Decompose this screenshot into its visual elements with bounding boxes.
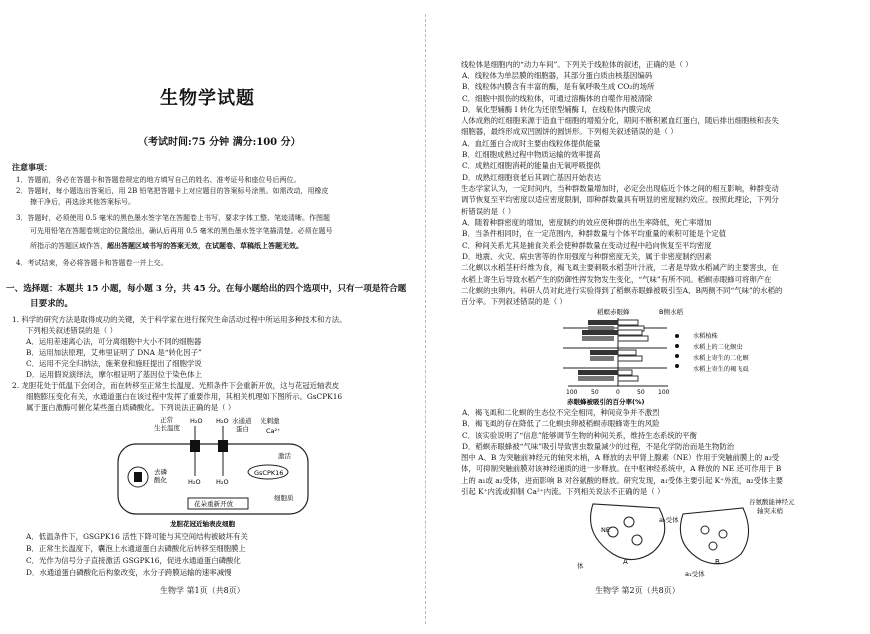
diagram-label-ca: Ca²⁺: [266, 427, 281, 435]
notice-line: 2．答题时，每小题选出答案后，用 2B 铅笔把答题卡上对应题目的答案标号涂黑。如需改动，用橡皮: [16, 187, 329, 195]
notice-text: 所指示的答题区域作答，: [30, 242, 107, 250]
option: D．运用假说演绎法，摩尔根证明了基因位于染色体上: [26, 370, 202, 379]
tick-label: 50: [637, 389, 645, 396]
tick-label: 100: [658, 389, 670, 396]
diagram-label-h2o: H₂O: [216, 478, 229, 486]
bar-b: [618, 336, 648, 341]
bar-a: [578, 370, 618, 375]
diagram-label-gscpk: GsCPK16: [254, 469, 284, 477]
chart-top-label: 稻螟赤眼蜂: [597, 308, 630, 316]
option: D．水通道蛋白磷酸化后构象改变，水分子跨膜运输的速率减慢: [26, 568, 232, 577]
page-fold-line: [425, 14, 426, 624]
bar-a: [590, 356, 614, 361]
option: A．褐飞虱和二化螟的生态位不完全相同，种间竞争并不激烈: [462, 408, 660, 417]
notice-line: 4．考试结束，务必将答题卡和答题卷一并上交。: [16, 259, 168, 267]
question-3-stem: 线粒体是细胞内的“动力车间”。下列关于线粒体的叙述，正确的是（ ）: [461, 60, 693, 69]
diagram-label-h2o: H₂O: [216, 417, 229, 425]
option: C．该实验说明了“信息”能够调节生物的种间关系，维持生态系统的平衡: [462, 431, 697, 440]
question-6-stem: 水稻上寄生后导致水稻产生的防御性挥发物发生变化，“气味”有所不同。稻螟赤眼蜂可将卵产在: [461, 275, 772, 284]
vesicle: [632, 535, 642, 545]
vesicle-protein: [134, 472, 142, 482]
tick-label: 100: [566, 389, 578, 396]
option: D．氧化型辅酶 I 转化为还原型辅酶 I，在线粒体内膜完成: [462, 105, 651, 114]
page-footer: 生物学 第1页（共8页）: [160, 586, 245, 595]
question-2-stem: 属于蛋白激酶可催化某些蛋白质磷酸化。下列说法正确的是（ ）: [26, 403, 236, 412]
diagram-label-protein: 蛋白: [236, 425, 249, 433]
bars-group: [578, 320, 648, 381]
option: D．地震、火灾、病虫害等的作用强度与种群密度无关，属于非密度制约因素: [462, 252, 712, 261]
option: B．运用加法原理，艾弗里证明了 DNA 是“转化因子”: [26, 348, 202, 357]
question-1-stem: 下列相关叙述错误的是（ ）: [26, 326, 118, 335]
bar-a: [582, 336, 614, 341]
question-4-stem: 细胞器，最终形成双凹圆饼的圆饼形。下列相关叙述错误的是（ ）: [461, 127, 678, 136]
bar-b: [618, 320, 638, 325]
label-ne: NE: [601, 526, 610, 534]
option: D．成熟红细胞衰老后其调亡基因开始表达: [462, 173, 601, 182]
option: A．血红蛋白合成时主要由线粒体提供能量: [462, 139, 601, 148]
option: B．线粒体内膜含有丰富的酶，是有氧呼吸生成 CO₂的场所: [462, 82, 655, 91]
question-6-stem: 二化螟的虫卵内。科研人员对此进行实验得到了稻螟赤眼蜂被吸引至A、B两侧不同“气味”的水稻的: [461, 286, 783, 295]
option: B．红细胞成熟过程中物质运输的效率提高: [462, 150, 601, 159]
question-2-stem: 2. 龙胆花处于低温下会闭合，而在转移至正常生长温度、光照条件下会重新开放，这与花冠近轴表皮: [12, 381, 340, 390]
exam-title: 生物学试题: [160, 88, 255, 109]
diagram-label-activate: 激活: [278, 452, 291, 460]
legend-entry: 水稻上寄生的二化螟: [693, 355, 749, 362]
option: B．正常生长温度下，囊泡上水通道蛋白去磷酸化后转移至细胞膜上: [26, 544, 246, 553]
question-5-stem: 调节恢复至平均密度以适应密度限制，即种群数量具有明显的密度制约效应。按照此理论，下列分: [461, 195, 779, 204]
question-7-stem: 图中 A、B 为突触前神经元的轴突末梢，A 释放的去甲肾上腺素（NE）作用于突触前膜上的 a₂受: [461, 453, 780, 462]
label-a2: a₂受体: [659, 516, 679, 524]
question-1-stem: 1. 科学的研究方法是取得成功的关键，关于科学家在进行探究生命活动过程中所运用多种技术和方法。: [12, 315, 347, 324]
notice-line: 3．答题时，必须使用 0.5 毫米的黑色墨水签字笔在答题卷上书写，要求字体工整、笔迹清晰。作图题: [16, 214, 331, 222]
bar-chart-figure: [563, 306, 793, 406]
question-5-stem: 生态学家认为，一定时间内，当种群数量增加时，必定会出现临近个体之间的相互影响，种群变动: [461, 184, 779, 193]
option: B．褐飞虱的存在降低了二化螟虫卵被稻螟赤眼蜂寄生的风险: [462, 419, 660, 428]
notice-heading: 注意事项：: [12, 162, 52, 172]
diagram-caption: 龙胆花冠近轴表皮细胞: [170, 520, 235, 528]
chart-xlabel: 赤眼蜂被吸引的百分率(%): [567, 398, 645, 406]
notice-line: 1．答题前，务必在答题卡和答题卷规定的地方填写自己的姓名、准考证号和座位号后两位。: [16, 176, 301, 184]
bar-b: [618, 356, 642, 361]
notice-line: 可先用铅笔在答题卷规定的位置绘出，确认后再用 0.5 毫米的黑色墨水签字笔描清楚。必须在题号: [30, 227, 333, 235]
question-6-stem: 百分率。下列叙述错误的是（ ）: [461, 297, 567, 306]
option: A．低温条件下，GSGPK16 活性下降可能与其空间结构被破坏有关: [26, 532, 248, 541]
question-7-stem: 引起 K⁺内流或抑制 Ca²⁺内流。下列相关说法不正确的是（ ）: [461, 487, 665, 496]
diagram-label-reopen: 花朵重新开放: [194, 500, 233, 508]
notice-bold-warning: 超出答题区域书写的答案无效，在试题卷、草稿纸上答题无效。: [107, 241, 303, 250]
option: C．细胞中损伤的线粒体，可通过溶酶体的自噬作用被清除: [462, 94, 653, 103]
question-4-stem: 人体成熟的红细胞来源于造血干细胞的增殖分化，期间不断积累血红蛋白，随后排出细胞核和丧失: [461, 116, 779, 125]
bar-a: [578, 376, 614, 381]
diagram-label-growth: 生长温度: [154, 424, 180, 432]
section-heading: 目要求的。: [30, 299, 73, 309]
question-7-stem: 上的 a₁或 a₂受体，进而影响 B 对谷氨酸的释放。研究发现，a₁受体主要引起 K⁺外流，a₂受体主要: [461, 476, 784, 485]
bar-b: [618, 330, 642, 335]
diagram-label-light: 光刺激: [260, 417, 280, 425]
legend-entry: 水稻上寄生的褐飞虱: [693, 366, 749, 373]
label-b: B: [715, 558, 720, 566]
question-7-stem: 体，可抑制突触前膜对该神经递质的进一步释放。在中枢神经系统中，A 释放的 NE 还可作用于 B: [461, 464, 782, 473]
option: C．种间关系尤其是捕食关系会使种群数量在变动过程中趋向恢复至平均密度: [462, 241, 712, 250]
legend-marker: [675, 334, 679, 338]
diagram-label-channel: 水通道: [232, 417, 252, 425]
legend-entry: 水稻植株: [693, 333, 718, 340]
diagram-label-membrane: 细胞质: [274, 494, 294, 502]
diagram-label-dephos: 去磷: [154, 468, 167, 476]
vesicle: [701, 526, 709, 534]
option: A．线粒体为单层膜的细胞器，其部分蛋白质由核基因编码: [462, 71, 653, 80]
notice-line: 擦干净后，再选涂其他答案标号。: [30, 198, 135, 206]
synapse-diagram: [573, 494, 813, 586]
bar-b: [618, 370, 632, 375]
label-a: A: [623, 558, 628, 566]
diagram-label-h2o: H₂O: [188, 478, 201, 486]
option: D．稻螟赤眼蜂被“气味”吸引导致害虫数量减少的过程，不是化学防治而是生物防治: [462, 442, 735, 451]
channel-protein-1: [190, 440, 200, 452]
option: C．光作为信号分子直接激活 GSGPK16，促进水通道蛋白磷酸化: [26, 556, 241, 565]
question-5-stem: 析错误的是（ ）: [461, 207, 516, 216]
option: A．运用差速离心法，可分离细胞中大小不同的细胞器: [26, 337, 202, 346]
notice-line: [30, 240, 303, 252]
page-footer: 生物学 第2页（共8页）: [595, 586, 680, 595]
label-glutamate: 谷氨酸能神经元: [749, 498, 795, 506]
question-6-stem: 二化螟以水稻茎秆纤维为食，褐飞虱主要刺吸水稻茎叶汁液，二者是导致水稻减产的主要害虫，在: [461, 263, 779, 272]
legend-entry: 水稻上的二化螟虫: [693, 344, 743, 351]
diagram-label-normal: 正常: [160, 416, 173, 424]
tick-label: 50: [591, 389, 599, 396]
legend-marker: [675, 344, 679, 348]
section-heading: 一、选择题：本题共 15 小题，每小题 3 分，共 45 分。在每小题给出的四个选项中，只有一项是符合题: [6, 284, 407, 294]
option: C．成熟红细胞消耗的能量由无氧呼吸提供: [462, 161, 601, 170]
option: A．随着种群密度的增加，密度制约的效应使种群的出生率降低，死亡率增加: [462, 218, 712, 227]
bar-a: [590, 350, 618, 355]
vesicle: [709, 542, 717, 550]
legend-marker: [675, 364, 679, 368]
tick-label: 0: [616, 389, 620, 396]
chart-b-label: B侧水稻: [659, 308, 683, 316]
exam-subtitle: （考试时间:75 分钟 满分:100 分）: [138, 137, 301, 148]
cell-diagram: [78, 414, 318, 530]
option: C．运用不完全归纳法，施莱登和施旺提出了细胞学说: [26, 359, 202, 368]
bar-a: [582, 330, 618, 335]
diagram-label-h2o: H₂O: [190, 417, 203, 425]
diagram-label-acid: 酸化: [154, 476, 167, 484]
vesicle: [624, 517, 634, 527]
bar-a: [588, 320, 618, 325]
option: B．当条件相同时，在一定范围内，种群数量与个体平均重量的乘积可能是个定值: [462, 229, 727, 238]
question-2-stem: 细胞膨压变化有关，水通道蛋白在该过程中发挥了重要作用，其相关机理如下图所示。GsCPK16: [26, 392, 343, 401]
bar-b: [618, 376, 638, 381]
bar-b: [618, 350, 636, 355]
neuron-b-terminal: [680, 508, 748, 564]
vesicle: [719, 530, 727, 538]
label-a1: a₁受体: [685, 570, 705, 578]
legend-marker: [675, 354, 679, 358]
label-axon: 轴突末梢: [757, 507, 783, 515]
label-body: 体: [577, 562, 584, 570]
channel-protein-2: [218, 440, 228, 452]
